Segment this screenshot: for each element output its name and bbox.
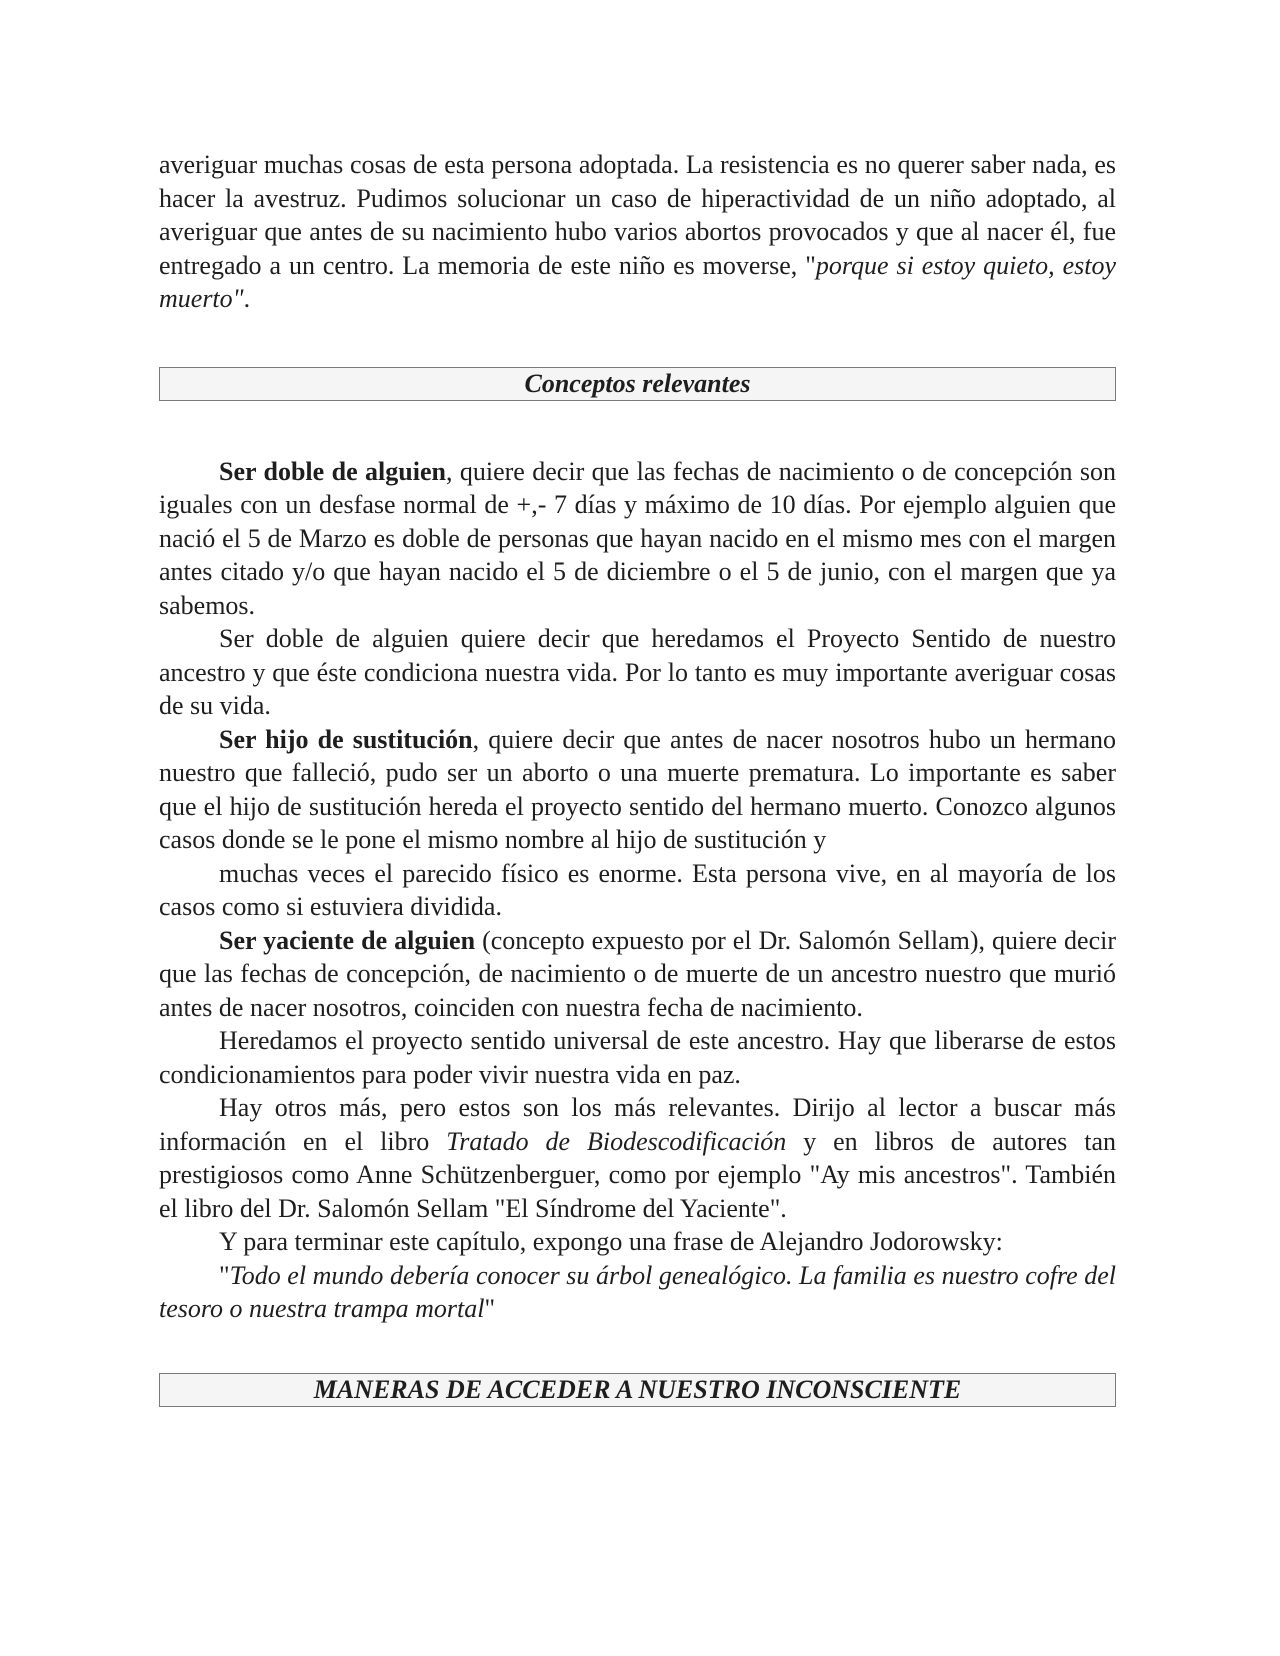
section-heading-maneras bbox=[159, 1373, 1116, 1407]
paragraph-text: , quiere decir que antes de nacer nosotros hubo un hermano nuestro que falleció, pudo ser un aborto o una muerte prematura. Lo importante es saber que el hijo de sustitución hereda el proyecto sentido del hermano muerto. Conozco algunos casos donde se le pone el mismo nombre al hijo de sustitución y bbox=[159, 724, 1116, 854]
spacer bbox=[159, 316, 1116, 367]
spacer bbox=[159, 401, 1116, 455]
intro-paragraph bbox=[159, 148, 1116, 316]
paragraph-yaciente-definition bbox=[159, 924, 1116, 1025]
paragraph-doble-meaning: Ser doble de alguien quiere decir que heredamos el Proyecto Sentido de nuestro ancestro y que éste condiciona nuestra vida. Por lo tanto es muy importante averiguar cosas de su vida. bbox=[159, 624, 1116, 720]
quote-text: Todo el mundo debería conocer su árbol genealógico. La familia es nuestro cofre del tesoro o nuestra trampa mortal bbox=[159, 1260, 1116, 1323]
section-heading-text: MANERAS DE ACCEDER A NUESTRO INCONSCIENTE bbox=[313, 1374, 962, 1404]
section-heading-conceptos bbox=[159, 367, 1116, 401]
paragraph-text: y en libros de autores tan prestigiosos como Anne Schützenberguer, como por ejemplo "Ay mis ancestros". También el libro del Dr. Salomón Sellam "El Síndrome del Yaciente". bbox=[159, 1126, 1116, 1223]
intro-text: averiguar muchas cosas de esta persona adoptada. La resistencia es no querer saber nada, es hacer la avestruz. Pudimos solucionar un caso de hiperactividad de un niño adoptado, al averiguar que antes de su nacimiento hubo varios abortos provocados y que al nacer él, fue entregado a un centro. La memoria de este niño es moverse, " bbox=[159, 150, 1116, 280]
paragraph-sustitucion-continued: muchas veces el parecido físico es enorme. Esta persona vive, en al mayoría de los casos como si estuviera dividida. bbox=[159, 858, 1116, 921]
paragraph-text: Hay otros más, pero estos son los más relevantes. Dirijo al lector a buscar más información en el libro bbox=[159, 1093, 1116, 1156]
quote-open: " bbox=[219, 1260, 230, 1290]
paragraph-text: (concepto expuesto por el Dr. Salomón Sellam), quiere decir que las fechas de concepción, de nacimiento o de muerte de un ancestro nuestro que murió antes de nacer nosotros, coinciden con nuestra fecha de nacimiento. bbox=[159, 925, 1116, 1022]
intro-end: . bbox=[243, 284, 251, 313]
paragraph-doble-definition bbox=[159, 455, 1116, 623]
term-sustitucion: Ser hijo de sustitución bbox=[219, 724, 473, 754]
paragraph-text: , quiere decir que las fechas de nacimiento o de concepción son iguales con un desfase normal de +,- 7 días y máximo de 10 días. Por ejemplo alguien que nació el 5 de Marzo es doble de personas que hayan nacido en el mismo mes con el margen antes citado y/o que hayan nacido el 5 de diciembre o el 5 de junio, con el margen que ya sabemos. bbox=[159, 456, 1116, 620]
term-yaciente: Ser yaciente de alguien bbox=[219, 925, 476, 955]
paragraph-jodorowsky-quote bbox=[159, 1259, 1116, 1326]
term-doble: Ser doble de alguien bbox=[219, 456, 446, 486]
document-page bbox=[159, 148, 1116, 1407]
section-heading-text: Conceptos relevantes bbox=[524, 368, 751, 398]
paragraph-sustitucion-definition bbox=[159, 723, 1116, 857]
paragraph-closing-intro: Y para terminar este capítulo, expongo una frase de Alejandro Jodorowsky: bbox=[219, 1227, 1003, 1256]
paragraph-references bbox=[159, 1091, 1116, 1225]
spacer bbox=[159, 1326, 1116, 1373]
paragraph-heredamos: Heredamos el proyecto sentido universal de este ancestro. Hay que liberarse de estos condicionamientos para poder vivir nuestra vida en paz. bbox=[159, 1026, 1116, 1089]
quote-close: " bbox=[484, 1294, 496, 1323]
intro-quote: porque si estoy quieto, estoy muerto" bbox=[159, 250, 1116, 313]
book-title: Tratado de Biodescodificación bbox=[446, 1126, 787, 1156]
